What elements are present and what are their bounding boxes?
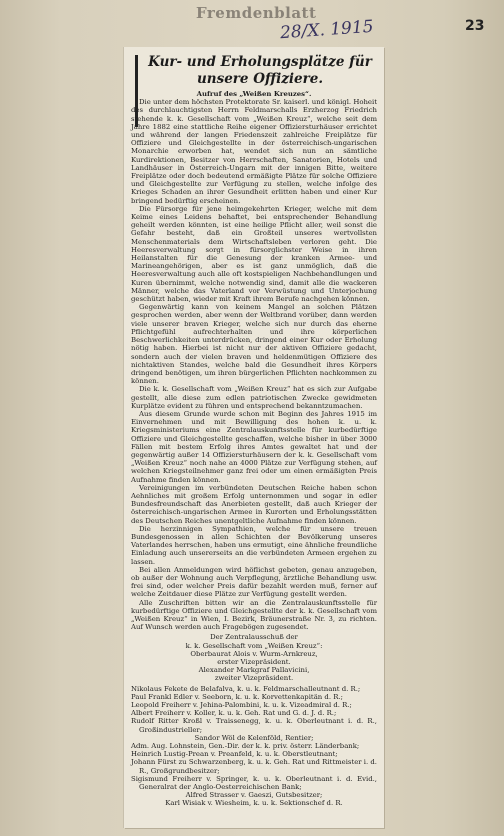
signature-line: Oberbaurat Alois v. Wurm-Arnkreuz, [190, 649, 318, 658]
member-entry: Adm. Aug. Lohnstein, Gen.-Dir. der k. k. priv. österr. Länderbank; [131, 742, 360, 751]
member-entry: Johann Fürst zu Schwarzenberg, k. u. k. Geh. Rat und Rittmeister i. d. R., Großgrundbesitzer; [131, 758, 377, 775]
member-entry: Sigismund Freiherr v. Springer, k. u. k. Oberleutnant i. d. Evid., Generalrat der Anglo-Oesterreichischen Bank; [131, 774, 377, 792]
member-entry: Karl Wisiak v. Wiesheim, k. u. k. Sektionschef d. R. [165, 799, 343, 808]
article-title: Kur- und Erholungsplätze für unsere Offiziere. [148, 54, 372, 87]
member-entry: Alfred Strasser v. Gaeszi, Gutsbesitzer; [185, 791, 323, 800]
signature-line: Alexander Markgraf Pallavicini, [198, 666, 310, 675]
signature-line: Der Zentralausschuß der [210, 633, 298, 642]
signature-line: zweiter Vizepräsident. [214, 674, 294, 683]
member-entry: Sandor Wöl de Kelenföld, Rentier; [194, 733, 314, 742]
paragraph: Alle Zuschriften bitten wir an die Zentralauskunftsstelle für kurbedürftige Offiziere und Gleichgestellte der k. k. Gesellschaft vom „Weißen Kreuz“ in Wien, I. Bezirk, Bräunerstraße Nr. 3, zu richten. Auf Wunsch werden auch Fragebögen zugesendet. [131, 598, 377, 632]
member-entry: Nikolaus Fekete de Belafalva, k. u. k. Feldmarschalleutnant d. R.; [131, 684, 361, 693]
paragraph: Die unter dem höchsten Protektorate Sr. kaiserl. und königl. Hoheit des durchlauchtigsten Herrn Feldmarschalls Erzherzog Friedrich stehende k. k. Gesellschaft vom „Weißen Kreuz“, welche seit dem Jahre 1882 eine stattliche Reihe eigener Offiziersturhäuser errichtet und während der langen Friedenszeit zahlreiche Freiplätze für Offiziere und Gleichgestellte in der österreichisch-ungarischen Monarchie erworben hat, wendet sich nun an sämtliche Kurdirektionen, Besitzer von Herrschaften, Sanatorien, Hotels und Landhäuser in Österreich-Ungarn mit der innigen Bitte, weitere Freiplätze oder doch bedeutend ermäßigte Plätze für solche Offiziere und Gleichgestellte zur Verfügung zu stellen, welche infolge des Krieges Schaden an ihrer Gesundheit erlitten haben und einer Kur bringend bedürftig erscheinen. [131, 98, 377, 205]
paragraph: Vereinigungen im verbündeten Deutschen Reiche haben schon Aehnliches mit großem Erfolg unternommen und sogar in edler Bundesfreundschaft das Anerbieten gestellt, daß auch Krieger der österreichisch-ungarischen Armee in Kurorten und Erholungsstätten des Deutschen Reiches unentgeltliche Aufnahme finden können. [131, 483, 377, 525]
signature-line: erster Vizepräsident. [217, 658, 291, 667]
member-entry: Paul Frankl Edler v. Seeborn, k. u. k. Korvettenkapitän d. R.; [131, 692, 343, 701]
newspaper-stamp: Fremdenblatt [196, 4, 317, 22]
member-entry: Leopold Freiherr v. Jehina-Palombini, k. u. k. Vizeadmiral d. R.; [131, 701, 352, 710]
member-entry: Albert Freiherr v. Koller, k. u. k. Geh. Rat und G. d. J. d. R.; [131, 709, 337, 718]
handwritten-date: 28/X. 1915 [279, 16, 375, 44]
paragraph: Die Fürsorge für jene heimgekehrten Krieger, welche mit dem Keime eines Leidens behaftet, bei entsprechender Behandlung geheilt werden könnten, ist eine heilige Pflicht aller, weil sonst die Gefahr besteht, daß ein Großteil unseres wertvollsten Menschenmaterials dem Wirtschaftsleben verloren geht. Die Heeresverwaltung sorgt in fürsorglichster Weise in ihren Heilanstalten für die Genesung der kranken Armee- und Marineangehörigen, aber es ist ganz unmöglich, daß die Heeresverwaltung auch alle oft kostspieligen Nachbehandlungen und Kuren übernimmt, welche notwendig sind, damit alle die wackeren Männer, welche das Vaterland vor Verwüstung und Unterjochung geschützt haben, wieder mit Kraft ihrem Berufe nachgehen können. [131, 204, 377, 304]
member-entry: Rudolf Ritter Kroßl v. Traissenegg, k. u. k. Oberleutnant i. d. R., Großindustrieller; [131, 717, 377, 734]
page-number: 23 [465, 18, 485, 34]
appeal-heading: Aufruf des „Weißen Kreuzes“. [196, 90, 312, 98]
paragraph: Gegenwärtig kann von keinem Mangel an solchen Plätzen gesprochen werden, aber wenn der Weltbrand vorüber, dann werden viele unserer braven Krieger, welche sich nur durch das eherne Pflichtgefühl aufrechterhalten und ihre körperlichen Beschwerlichkeiten unterdrücken, dringend einer Kur oder Erholung nötig haben. Hierbei ist nicht nur der aktiven Offiziere gedacht, sondern auch der vielen braven und heldenmütigen Offiziere des nichtaktiven Standes, welche bald die Gesundheit ihres Körpers dringend benötigen, um ihren bürgerlichen Pflichten nachkommen zu können. [131, 303, 377, 386]
article-body [131, 90, 377, 808]
paragraph: Die k. k. Gesellschaft vom „Weißen Kreuz“ hat es sich zur Aufgabe gestellt, alle diese zum edlen patriotischen Zwecke gewidmeten Kurplätze evident zu führen und entsprechend bekanntzumachen. [131, 385, 377, 410]
paragraph: Bei allen Anmeldungen wird höflichst gebeten, genau anzugeben, ob außer der Wohnung auch Verpflegung, ärztliche Behandlung usw. frei sind, oder welcher Preis dafür bezahlt werden muß, ferner auf welche Zeitdauer diese Plätze zur Verfügung gestellt werden. [131, 565, 377, 599]
member-entry: Heinrich Lustig-Prean v. Preanfeld, k. u. k. Oberstleutnant; [131, 750, 338, 759]
paragraph: Die herzinnigen Sympathien, welche für unsere treuen Bundesgenossen in allen Schichten der Bevölkerung unseres Vaterlandes herrschen, haben uns ermutigt, eine ähnliche freundliche Einladung auch unsererseits an die verbündeten Armeen ergehen zu lassen. [131, 524, 377, 566]
paragraph: Aus diesem Grunde wurde schon mit Beginn des Jahres 1915 im Einvernehmen und mit Bewilligung des hohen k. u. k. Kriegsministeriums eine Zentralauskunftsstelle für kurbedürftige Offiziere und Gleichgestellte geschaffen, welche bisher in über 3000 Fällen mit bestem Erfolg ihres Amtes gewaltet hat und der gegenwärtig außer 14 Offiziersturhäusern der k. k. Gesellschaft vom „Weißen Kreuz“ noch nahe an 4000 Plätze zur Verfügung stehen, auf welchen Kriegsteilnehmer ganz frei oder um einen ermäßigten Preis Aufnahme finden können. [131, 409, 377, 484]
signature-line: k. k. Gesellschaft vom „Weißen Kreuz“: [185, 641, 323, 650]
